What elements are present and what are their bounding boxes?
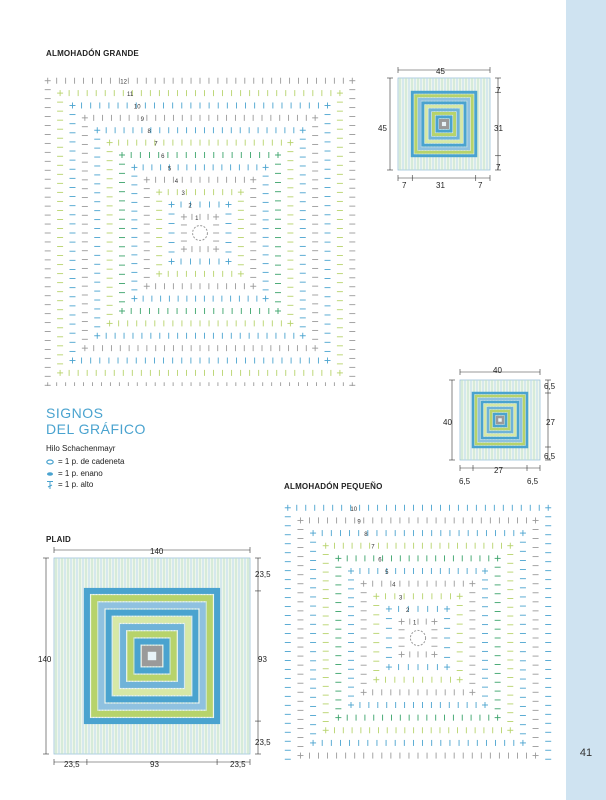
plaid-label: PLAID	[46, 535, 71, 544]
large-dim-b3: 7	[478, 181, 483, 190]
round-5	[348, 568, 488, 708]
round-2	[169, 202, 232, 265]
plaid-dim-b1: 23,5	[64, 760, 80, 769]
plaid-dim-r1: 23,5	[255, 570, 271, 579]
large-dim-top: 45	[436, 67, 445, 76]
round-9	[82, 115, 318, 351]
large-pillow-stitch-chart	[44, 64, 356, 386]
round-4	[361, 581, 476, 696]
round-number: 8	[147, 129, 151, 136]
round-8	[310, 530, 526, 746]
round-2	[386, 606, 450, 670]
round-number: 4	[392, 582, 396, 589]
round-number: 6	[161, 154, 165, 160]
round-number: 2	[188, 203, 192, 210]
round-12	[45, 78, 356, 386]
small-dim-b1: 6,5	[459, 477, 471, 486]
round-1	[399, 619, 438, 658]
round-number: 4	[174, 178, 179, 185]
round-number: 10	[350, 506, 358, 513]
large-dim-left: 45	[378, 124, 387, 133]
small-pillow-stitch-chart	[282, 496, 554, 764]
large-dim-b2: 31	[436, 181, 445, 190]
round-number: 3	[399, 595, 403, 602]
small-dim-left: 40	[443, 418, 452, 427]
round-number: 1	[195, 215, 199, 222]
large-pillow-schematic	[372, 62, 512, 197]
round-number: 12	[120, 79, 127, 86]
legend-item-text: = 1 p. alto	[58, 480, 94, 489]
slip-stitch-icon	[46, 470, 54, 478]
round-1	[181, 214, 219, 252]
round-8	[94, 127, 306, 339]
plaid-dim-b2: 93	[150, 760, 159, 769]
small-dim-r3: 6,5	[544, 452, 556, 461]
inner-ring	[497, 417, 503, 423]
large-dim-b1: 7	[402, 181, 407, 190]
plaid-dim-r2: 93	[258, 655, 267, 664]
small-dim-b2: 27	[494, 466, 503, 475]
round-6	[335, 555, 500, 720]
round-number: 2	[406, 607, 410, 614]
round-number: 8	[364, 532, 368, 539]
round-6	[119, 152, 281, 314]
round-5	[131, 164, 268, 301]
legend-yarn: Hilo Schachenmayr	[46, 444, 116, 453]
round-number: 9	[140, 116, 145, 123]
small-dim-r1: 6,5	[544, 382, 556, 391]
plaid-schematic	[36, 546, 276, 772]
legend-title-line1: SIGNOS	[46, 405, 104, 421]
legend-item-slip	[46, 469, 103, 478]
round-number: 3	[181, 191, 185, 198]
round-number: 5	[167, 166, 172, 173]
legend-item-chain	[46, 457, 125, 466]
round-number: 9	[357, 519, 361, 526]
double-crochet-icon	[46, 481, 54, 489]
legend-title	[46, 405, 146, 437]
round-number: 11	[127, 92, 134, 99]
round-9	[297, 517, 538, 758]
plaid-dim-r3: 23,5	[255, 738, 271, 747]
round-number: 7	[371, 544, 375, 551]
small-pillow-label: ALMOHADÓN PEQUEÑO	[284, 482, 383, 491]
chain-stitch-icon	[46, 458, 54, 466]
plaid-dim-top: 140	[150, 547, 164, 556]
large-pillow-label: ALMOHADÓN GRANDE	[46, 49, 139, 58]
large-dim-r1: 7	[496, 86, 501, 95]
round-number: 10	[133, 104, 141, 111]
small-dim-r2: 27	[546, 418, 555, 427]
large-dim-r3: 7	[496, 163, 501, 172]
round-11	[57, 90, 343, 376]
side-band	[566, 0, 606, 800]
legend-item-text: = 1 p. de cadeneta	[58, 457, 125, 466]
center-ring	[410, 630, 425, 645]
round-number: 1	[412, 620, 417, 627]
round-10	[285, 505, 551, 764]
round-number: 6	[378, 557, 382, 564]
large-dim-r2: 31	[494, 124, 503, 133]
round-4	[144, 177, 256, 289]
small-dim-top: 40	[493, 366, 502, 375]
round-number: 7	[154, 141, 158, 148]
center-ring	[193, 226, 208, 241]
legend-item-double	[46, 480, 93, 489]
page-number: 41	[579, 747, 593, 759]
legend-item-text: = 1 p. enano	[58, 469, 103, 478]
legend-title-line2: DEL GRÁFICO	[46, 421, 146, 437]
inner-ring	[145, 649, 159, 663]
small-dim-b3: 6,5	[527, 477, 539, 486]
plaid-dim-b3: 23,5	[230, 760, 246, 769]
inner-ring	[440, 120, 447, 127]
round-number: 5	[385, 570, 389, 576]
plaid-dim-left: 140	[38, 655, 52, 664]
